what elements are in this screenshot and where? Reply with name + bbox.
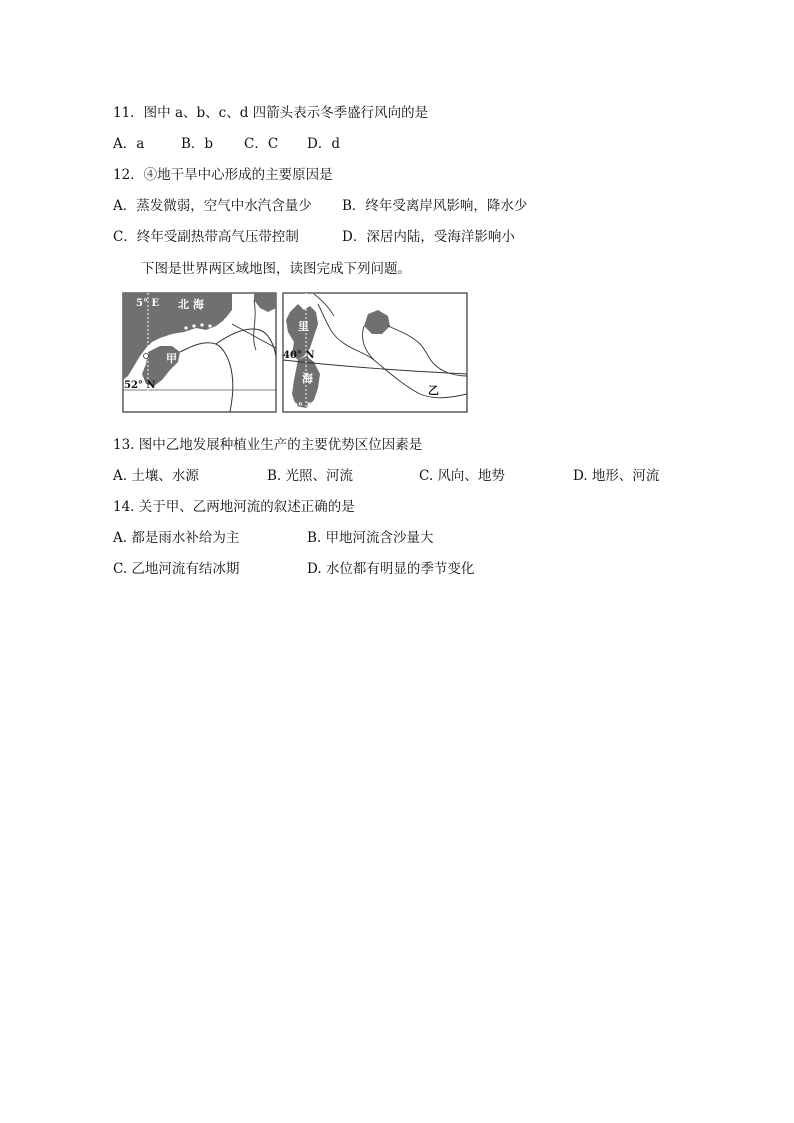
map-intro-text: 下图是世界两区域地图，读图完成下列问题。 bbox=[141, 261, 411, 277]
q13-option-a: A. 土壤、水源 bbox=[113, 468, 199, 484]
map-left bbox=[123, 293, 276, 412]
q13-option-b: B. 光照、河流 bbox=[267, 468, 354, 484]
map-left-lat-label: 52° N bbox=[124, 380, 156, 391]
q11-option-c: C．C bbox=[244, 136, 279, 152]
question-13-stem: 13. 图中乙地发展种植业生产的主要优势区位因素是 bbox=[113, 437, 423, 453]
q14-option-b: B. 甲地河流含沙量大 bbox=[307, 530, 434, 546]
map-right bbox=[283, 293, 467, 413]
q14-option-a: A. 都是雨水补给为主 bbox=[113, 530, 240, 546]
map-right-region-label: 乙 bbox=[428, 384, 439, 397]
q12-option-a: A．蒸发微弱，空气中水汽含量少 bbox=[113, 198, 312, 214]
map-right-sea-label-top: 里 bbox=[298, 320, 309, 333]
map-right-lat-label: 40° N bbox=[283, 350, 315, 361]
q11-option-d: D．d bbox=[307, 136, 340, 152]
q14-option-c: C. 乙地河流有结冰期 bbox=[113, 561, 240, 577]
q12-option-c: C．终年受副热带高气压带控制 bbox=[113, 229, 299, 245]
question-11-stem: 11．图中 a、b、c、d 四箭头表示冬季盛行风向的是 bbox=[113, 105, 429, 121]
q13-option-d: D. 地形、河流 bbox=[573, 468, 660, 484]
q11-option-b: B．b bbox=[181, 136, 214, 152]
q12-option-b: B．终年受离岸风影响，降水少 bbox=[342, 198, 528, 214]
question-12-stem: 12．④地干旱中心形成的主要原因是 bbox=[113, 167, 333, 183]
map-right-lon-label: 50° E bbox=[284, 402, 315, 413]
map-left-sea-label: 北 海 bbox=[178, 298, 204, 311]
region-maps bbox=[120, 290, 470, 415]
q12-option-d: D．深居内陆，受海洋影响小 bbox=[342, 229, 515, 245]
map-left-lon-label: 5° E bbox=[136, 298, 160, 309]
q13-option-c: C. 风向、地势 bbox=[419, 468, 505, 484]
q11-option-a: A．a bbox=[113, 136, 145, 152]
q14-option-d: D. 水位都有明显的季节变化 bbox=[307, 561, 475, 577]
map-right-sea-label-bottom: 海 bbox=[302, 372, 313, 385]
map-left-region-label: 甲 bbox=[166, 352, 177, 365]
region-maps-figure bbox=[120, 290, 470, 415]
question-14-stem: 14. 关于甲、乙两地河流的叙述正确的是 bbox=[113, 499, 355, 515]
